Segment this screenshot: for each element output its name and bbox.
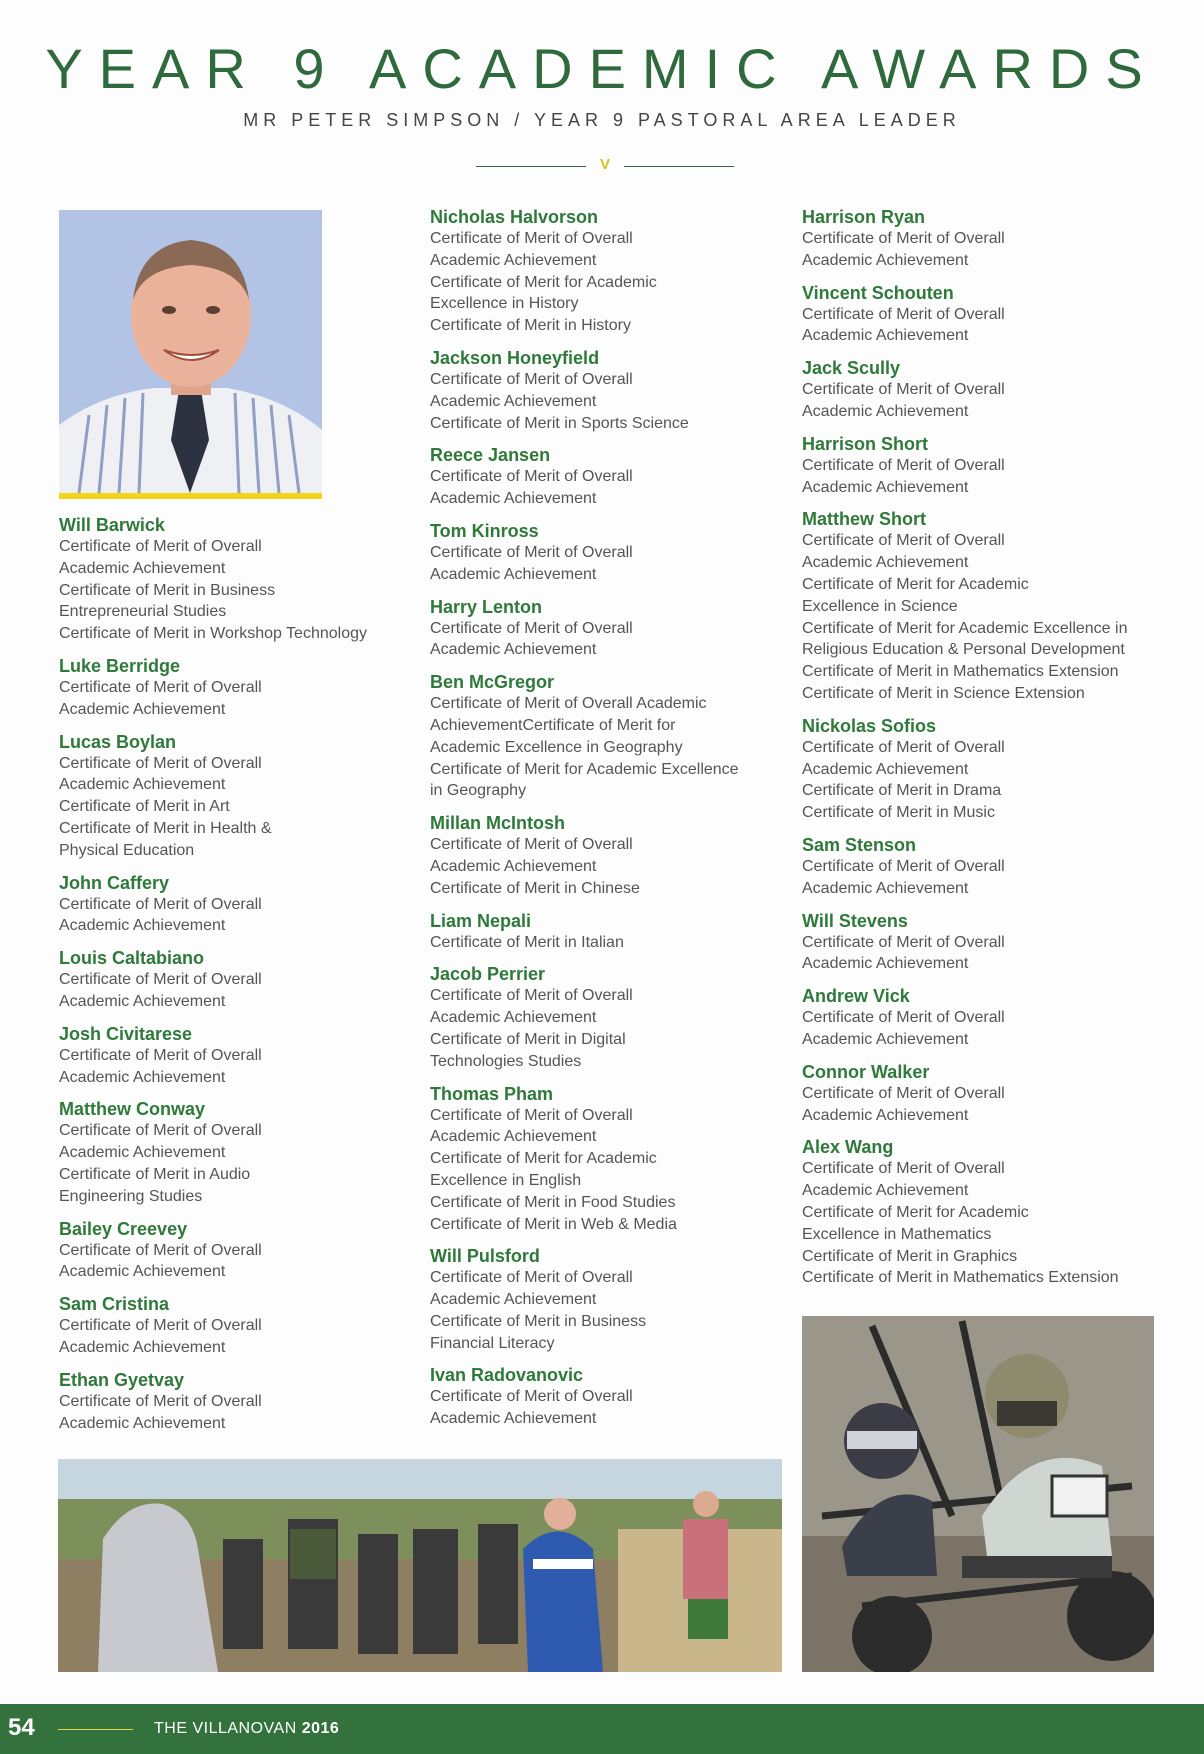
award-entry [59, 655, 399, 721]
student-name: Harrison Ryan [802, 207, 926, 227]
group-outdoor-photo [58, 1459, 782, 1672]
award-line: Academic Achievement [59, 776, 226, 794]
buggy-ride-photo [802, 1316, 1154, 1672]
award-line: Certificate of Merit in Audio [59, 1165, 251, 1183]
award-entry [430, 963, 780, 1072]
award-entry [430, 1245, 780, 1354]
award-line: Academic Achievement [59, 1263, 226, 1281]
award-line: Academic Achievement [430, 565, 597, 583]
award-line: Certificate of Merit for Academic [430, 1150, 657, 1168]
student-name: Vincent Schouten [802, 282, 954, 303]
award-line: Excellence in History [430, 295, 579, 313]
award-line: Certificate of Merit of Overall [802, 381, 1005, 399]
award-line: Certificate of Merit in Mathematics Extension [802, 663, 1119, 681]
student-name: Will Pulsford [430, 1246, 540, 1267]
award-line: Academic Achievement [802, 1030, 969, 1048]
awards-column-3 [802, 206, 1172, 1299]
award-entry [59, 1218, 399, 1284]
award-line: Certificate of Merit of Overall [430, 1269, 633, 1287]
award-entry [59, 731, 399, 862]
award-line: Academic Achievement [802, 251, 969, 269]
publication-year: 2016 [301, 1720, 340, 1737]
award-line: Academic Achievement [59, 559, 226, 577]
award-entry [59, 1098, 399, 1207]
award-line: Academic Achievement [430, 1128, 597, 1146]
student-name: Harry Lenton [430, 596, 543, 617]
award-line: Certificate of Merit in Sports Science [430, 414, 689, 432]
award-entry [430, 347, 780, 434]
award-line: Academic Achievement [802, 1106, 969, 1124]
award-line: Certificate of Merit of Overall [59, 1241, 262, 1259]
award-entry [802, 985, 1172, 1051]
award-line: Certificate of Merit of Overall [802, 1009, 1005, 1027]
award-entry [802, 357, 1172, 423]
student-name: Connor Walker [802, 1061, 930, 1082]
award-line: Certificate of Merit in Business [430, 1312, 647, 1330]
student-name: Thomas Pham [430, 1083, 554, 1104]
award-entry [59, 872, 399, 938]
award-line: Certificate of Merit of Overall [802, 230, 1005, 247]
award-line: Academic Achievement [430, 641, 597, 659]
award-line: Academic Achievement [802, 554, 969, 572]
award-line: Certificate of Merit of Overall [430, 1388, 633, 1406]
divider-line-left [476, 166, 586, 167]
student-name: Tom Kinross [430, 520, 539, 541]
award-line: Academic Achievement [59, 917, 226, 935]
award-line: Certificate of Merit for Academic Excellence in [802, 619, 1128, 637]
award-line: Certificate of Merit of Overall [59, 538, 262, 555]
award-line: Certificate of Merit of Overall [802, 1084, 1005, 1102]
award-entry [802, 206, 1172, 272]
award-line: Certificate of Merit of Overall [802, 1160, 1005, 1178]
award-line: Certificate of Merit for Academic [430, 273, 657, 291]
page-footer [0, 1704, 1204, 1754]
student-name: John Caffery [59, 872, 170, 893]
title-divider [470, 158, 740, 174]
award-entry [59, 1023, 399, 1089]
divider-line-right [624, 166, 734, 167]
publication-name [154, 1720, 339, 1738]
award-entry [430, 910, 780, 954]
award-line: Certificate of Merit of Overall [430, 543, 633, 561]
award-line: Certificate of Merit in Drama [802, 782, 1002, 800]
award-line: Certificate of Merit in Science Extension [802, 684, 1085, 702]
award-entry [802, 282, 1172, 348]
award-line: Certificate of Merit for Academic Excellence [430, 760, 739, 778]
portrait-photo [59, 210, 322, 499]
award-line: in Geography [430, 782, 527, 800]
award-line: Academic Achievement [802, 327, 969, 345]
award-entry [59, 1293, 399, 1359]
award-line: Certificate of Merit of Overall [802, 857, 1005, 875]
award-entry [802, 433, 1172, 499]
award-line: Academic Achievement [802, 760, 969, 778]
publication-title: THE VILLANOVAN [154, 1720, 297, 1737]
student-name: Louis Caltabiano [59, 948, 205, 969]
award-line: Academic Achievement [59, 992, 226, 1010]
student-name: Ivan Radovanovic [430, 1365, 584, 1386]
award-line: Academic Achievement [430, 251, 597, 269]
award-line: Certificate of Merit of Overall [430, 468, 633, 486]
award-line: Certificate of Merit of Overall [430, 619, 633, 637]
award-line: Certificate of Merit of Overall [59, 754, 262, 772]
award-line: Academic Achievement [430, 392, 597, 410]
award-line: Certificate of Merit in Music [802, 804, 995, 822]
award-line: Certificate of Merit of Overall [430, 836, 633, 854]
page-subtitle: MR PETER SIMPSON / YEAR 9 PASTORAL AREA LEADER [243, 110, 961, 130]
student-name: Luke Berridge [59, 655, 181, 676]
award-line: AchievementCertificate of Merit for [430, 716, 676, 734]
student-name: Will Barwick [59, 515, 165, 535]
award-line: Academic Achievement [802, 955, 969, 973]
student-name: Sam Cristina [59, 1294, 170, 1315]
award-line: Certificate of Merit of Overall [59, 971, 262, 989]
award-line: Certificate of Merit in Art [59, 798, 230, 816]
award-line: Academic Achievement [59, 1144, 226, 1162]
award-line: Certificate of Merit of Overall [59, 1392, 262, 1410]
student-name: Andrew Vick [802, 986, 910, 1007]
awards-column-2 [430, 206, 780, 1440]
student-name: Jackson Honeyfield [430, 347, 600, 368]
award-line: Certificate of Merit in Health & [59, 819, 272, 837]
award-entry [430, 520, 780, 586]
student-name: Ben McGregor [430, 672, 555, 693]
award-line: Academic Achievement [430, 490, 597, 508]
award-line: Certificate of Merit of Overall [59, 678, 262, 696]
award-entry [59, 947, 399, 1013]
award-entry [802, 834, 1172, 900]
award-line: Academic Achievement [59, 1068, 226, 1086]
student-name: Bailey Creevey [59, 1218, 188, 1239]
student-name: Sam Stenson [802, 834, 917, 855]
student-name: Jacob Perrier [430, 964, 546, 985]
award-line: Certificate of Merit of Overall [59, 1046, 262, 1064]
award-line: Excellence in English [430, 1171, 582, 1189]
student-name: Alex Wang [802, 1137, 894, 1158]
award-entry [430, 596, 780, 662]
award-line: Academic Achievement [59, 700, 226, 718]
award-line: Certificate of Merit of Overall [430, 1106, 633, 1124]
award-line: Technologies Studies [430, 1052, 582, 1070]
award-line: Entrepreneurial Studies [59, 603, 227, 621]
award-entry [802, 1136, 1172, 1289]
award-line: Certificate of Merit for Academic [802, 1203, 1029, 1221]
award-line: Academic Achievement [430, 1009, 597, 1027]
award-line: Academic Achievement [802, 478, 969, 496]
award-line: Academic Achievement [802, 879, 969, 897]
award-line: Certificate of Merit of Overall [59, 895, 262, 913]
award-line: Certificate of Merit in Italian [430, 933, 624, 951]
student-name: Ethan Gyetvay [59, 1369, 185, 1390]
award-line: Academic Achievement [802, 402, 969, 420]
page-number: 54 [8, 1714, 35, 1741]
award-line: Certificate of Merit of Overall [430, 987, 633, 1005]
award-line: Certificate of Merit in Business [59, 581, 276, 599]
award-line: Academic Achievement [430, 1410, 597, 1428]
student-name: Nickolas Sofios [802, 715, 937, 736]
student-name: Josh Civitarese [59, 1023, 193, 1044]
student-name: Liam Nepali [430, 910, 532, 931]
student-name: Millan McIntosh [430, 813, 565, 834]
award-line: Religious Education & Personal Development [802, 641, 1125, 659]
awards-column-1 [59, 514, 399, 1444]
award-line: Engineering Studies [59, 1187, 203, 1205]
award-line: Certificate of Merit of Overall Academic [430, 695, 707, 713]
award-line: Certificate of Merit in Mathematics Extension [802, 1269, 1119, 1287]
student-name: Matthew Conway [59, 1099, 206, 1120]
award-line: Certificate of Merit in Graphics [802, 1247, 1018, 1265]
award-entry [802, 1061, 1172, 1127]
award-entry [430, 444, 780, 510]
award-line: Certificate of Merit of Overall [802, 456, 1005, 474]
award-entry [802, 715, 1172, 824]
award-entry [802, 910, 1172, 976]
award-entry [59, 514, 399, 645]
award-line: Certificate of Merit of Overall [802, 738, 1005, 756]
award-line: Certificate of Merit of Overall [430, 230, 633, 247]
award-entry [430, 1083, 780, 1236]
award-line: Academic Achievement [59, 1338, 226, 1356]
award-entry [802, 508, 1172, 704]
award-line: Certificate of Merit of Overall [59, 1122, 262, 1140]
student-name: Will Stevens [802, 910, 908, 931]
award-line: Certificate of Merit in Digital [430, 1030, 626, 1048]
student-name: Nicholas Halvorson [430, 207, 599, 227]
award-line: Academic Achievement [802, 1182, 969, 1200]
award-entry [430, 1364, 780, 1430]
page-title: YEAR 9 ACADEMIC AWARDS [45, 37, 1159, 100]
student-name: Lucas Boylan [59, 731, 177, 752]
award-line: Certificate of Merit in Web & Media [430, 1215, 677, 1233]
award-line: Excellence in Mathematics [802, 1225, 992, 1243]
student-name: Jack Scully [802, 358, 901, 379]
award-line: Certificate of Merit of Overall [802, 933, 1005, 951]
award-line: Academic Achievement [59, 1414, 226, 1432]
award-line: Academic Achievement [430, 1291, 597, 1309]
award-line: Certificate of Merit in Chinese [430, 879, 640, 897]
award-line: Certificate of Merit of Overall [802, 532, 1005, 550]
award-line: Certificate of Merit in Food Studies [430, 1193, 676, 1211]
award-entry [430, 206, 780, 337]
school-crest-icon: V [599, 156, 610, 173]
award-line: Certificate of Merit in History [430, 317, 631, 335]
award-entry [430, 812, 780, 899]
award-line: Academic Achievement [430, 857, 597, 875]
student-name: Reece Jansen [430, 445, 551, 466]
award-line: Certificate of Merit in Workshop Technology [59, 625, 367, 643]
award-line: Academic Excellence in Geography [430, 738, 683, 756]
award-line: Certificate of Merit of Overall [430, 370, 633, 388]
award-entry [430, 671, 780, 802]
footer-divider [58, 1729, 133, 1730]
award-line: Certificate of Merit for Academic [802, 575, 1029, 593]
award-line: Excellence in Science [802, 597, 958, 615]
student-name: Matthew Short [802, 509, 926, 530]
award-line: Physical Education [59, 841, 195, 859]
award-line: Certificate of Merit of Overall [802, 305, 1005, 323]
award-entry [59, 1369, 399, 1435]
award-line: Financial Literacy [430, 1334, 555, 1352]
award-line: Certificate of Merit of Overall [59, 1317, 262, 1335]
student-name: Harrison Short [802, 433, 929, 454]
